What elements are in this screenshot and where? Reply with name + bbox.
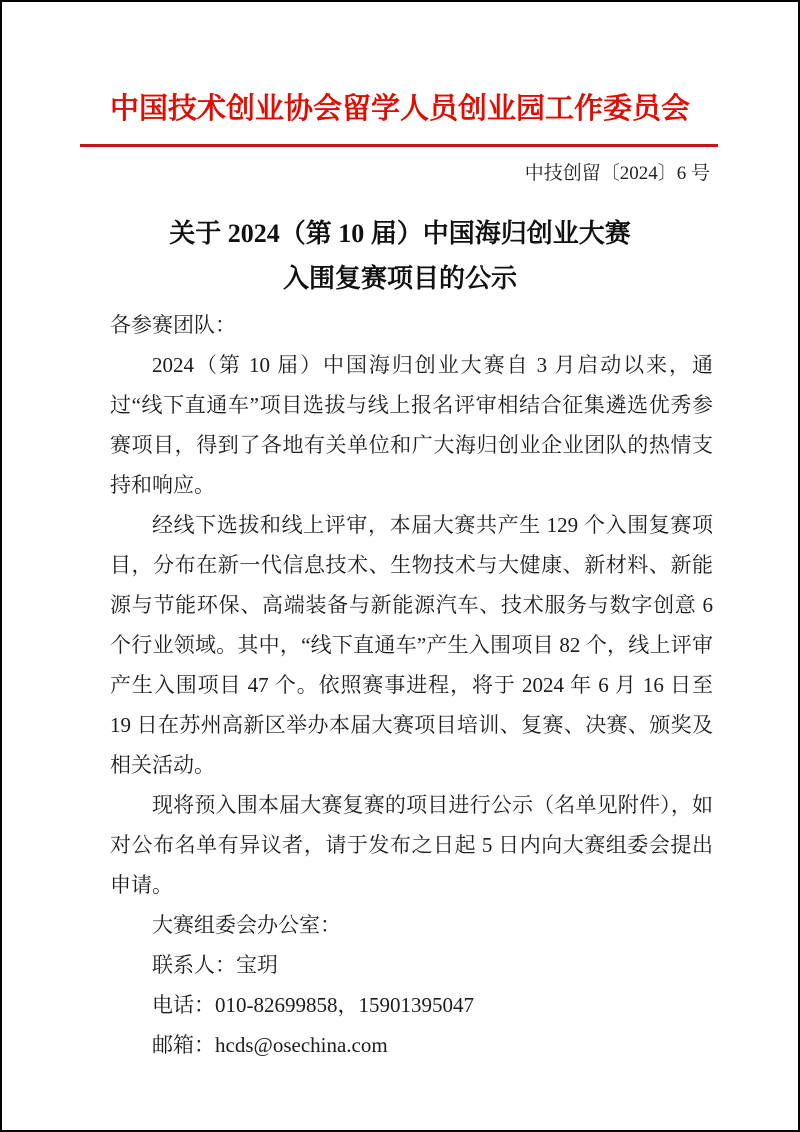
letter-text [110, 305, 713, 1065]
contact-person-line: 联系人：宝玥 [152, 953, 278, 977]
document-number: 中技创留〔2024〕6 号 [524, 163, 710, 184]
contact-phone-line: 电话：010-82699858，15901395047 [152, 993, 474, 1017]
title-line-1: 关于 2024（第 10 届）中国海归创业大赛 [169, 219, 631, 248]
contact-block [110, 905, 713, 1065]
red-divider-line [80, 144, 718, 147]
contact-office-line: 大赛组委会办公室： [152, 913, 341, 937]
letterhead [2, 88, 798, 187]
body-paragraph-2: 经线下选拔和线上评审，本届大赛共产生 129 个入围复赛项目，分布在新一代信息技术、生物技术与大健康、新材料、新能源与节能环保、高端装备与新能源汽车、技术服务与数字创意 6 个行业领域。其中，“线下直通车”产生入围项目 82 个，线上评审产生入围项目 47 个。依照赛事进程，将于 2024 年 6 月 16 日至 19 日在苏州高新区举办本届大赛项目培训、复赛、决赛、颁奖及相关活动。 [110, 513, 713, 777]
body-paragraph-3: 现将预入围本届大赛复赛的项目进行公示（名单见附件），如对公布名单有异议者，请于发布之日起 5 日内向大赛组委会提出申请。 [110, 793, 713, 897]
document-title [22, 211, 778, 301]
organization-name: 中国技术创业协会留学人员创业园工作委员会 [109, 93, 690, 125]
contact-email-line: 邮箱：hcds@osechina.com [152, 1033, 388, 1057]
document-body [2, 211, 798, 1065]
body-paragraph-1: 2024（第 10 届）中国海归创业大赛自 3 月启动以来，通过“线下直通车”项目选拔与线上报名评审相结合征集遴选优秀参赛项目，得到了各地有关单位和广大海归创业企业团队的热情支持和响应。 [110, 353, 713, 497]
title-line-2: 入围复赛项目的公示 [282, 264, 517, 293]
salutation: 各参赛团队： [110, 313, 236, 337]
